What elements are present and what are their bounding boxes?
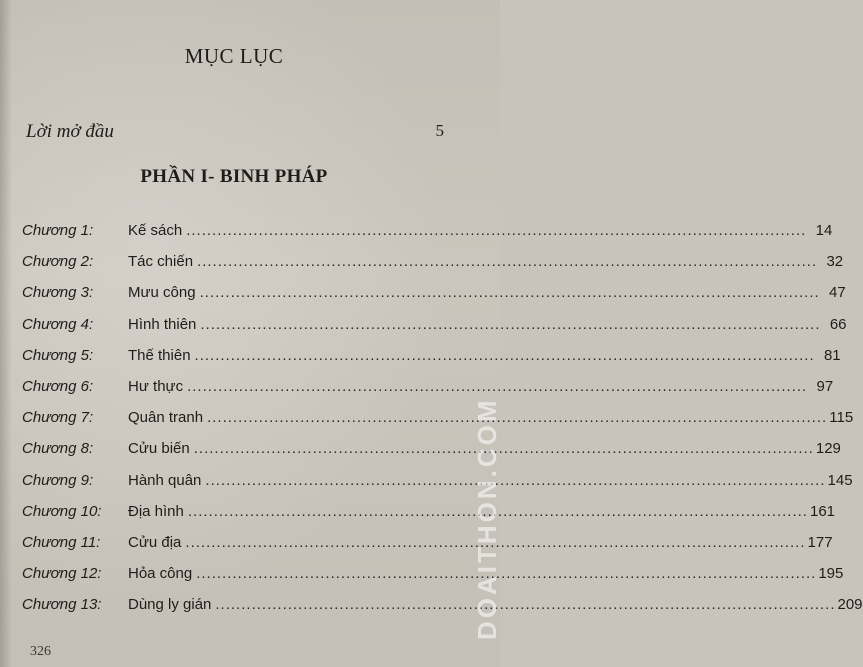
- watermark-text: DOAITHON.COM: [472, 397, 502, 640]
- toc-row[interactable]: [22, 409, 854, 431]
- chapter-title: Hình thiên: [128, 315, 197, 333]
- chapter-page-number: 177: [807, 534, 833, 551]
- chapter-title: Hư thực: [128, 378, 184, 395]
- dot-leader: ........................................................................................................................: [186, 222, 807, 239]
- chapter-title: Tác chiến: [128, 253, 194, 271]
- dot-leader: ........................................................................................................................: [215, 596, 836, 614]
- chapter-page-number: 66: [829, 315, 847, 333]
- page-number: 326: [30, 644, 51, 659]
- toc-row[interactable]: [22, 346, 841, 369]
- dot-leader: ........................................................................................................................: [187, 502, 808, 520]
- chapter-title: Cửu địa: [128, 534, 182, 551]
- dot-leader: ........................................................................................................................: [185, 534, 806, 551]
- toc-row[interactable]: [22, 253, 844, 275]
- toc-row[interactable]: [22, 222, 833, 244]
- chapter-title: Dùng ly gián: [128, 596, 212, 614]
- dot-leader: ........................................................................................................................: [205, 471, 826, 489]
- toc-row[interactable]: [22, 596, 863, 618]
- chapter-label: Chương 1:: [22, 222, 94, 239]
- chapter-page-number: 47: [829, 284, 846, 302]
- dot-leader: ........................................................................................................................: [207, 409, 828, 427]
- chapter-label: Chương 3:: [22, 284, 94, 302]
- intro-page-number: 5: [435, 121, 444, 140]
- chapter-title: Quân tranh: [128, 409, 204, 427]
- toc-row[interactable]: [22, 565, 844, 587]
- chapter-page-number: 81: [823, 346, 841, 364]
- chapter-page-number: 115: [829, 409, 854, 427]
- chapter-label: Chương 12:: [22, 565, 102, 583]
- chapter-label: Chương 7:: [22, 409, 94, 427]
- chapter-title: Hỏa công: [128, 565, 193, 583]
- dot-leader: ........................................................................................................................: [187, 378, 808, 395]
- toc-row[interactable]: [22, 378, 834, 400]
- chapter-page-number: 97: [816, 378, 834, 395]
- watermark: [448, 330, 502, 640]
- chapter-label: Chương 11:: [22, 534, 101, 551]
- toc-title: MỤC LỤC: [184, 44, 284, 68]
- chapter-page-number: 145: [827, 471, 853, 489]
- chapter-title: Mưu công: [128, 284, 196, 302]
- dot-leader: ........................................................................................................................: [196, 565, 817, 583]
- chapter-page-number: 14: [815, 222, 833, 239]
- part-heading: PHẦN I- BINH PHÁP: [140, 166, 328, 187]
- chapter-page-number: 129: [815, 440, 841, 458]
- chapter-label: Chương 4:: [22, 315, 94, 333]
- chapter-page-number: 195: [818, 565, 844, 583]
- chapter-label: Chương 9:: [22, 471, 94, 489]
- chapter-title: Thế thiên: [128, 346, 191, 364]
- toc-row[interactable]: [22, 315, 847, 338]
- chapter-title: Kế sách: [128, 222, 183, 239]
- dot-leader: ........................................................................................................................: [193, 440, 814, 458]
- dot-leader: ........................................................................................................................: [194, 346, 815, 364]
- chapter-label: Chương 8:: [22, 440, 94, 458]
- intro-label: Lời mở đầu: [26, 121, 114, 142]
- chapter-title: Cửu biến: [128, 440, 190, 458]
- toc-row[interactable]: [22, 534, 833, 556]
- chapter-label: Chương 5:: [22, 346, 94, 364]
- dot-leader: ........................................................................................................................: [199, 284, 820, 302]
- toc-row[interactable]: [22, 440, 841, 462]
- chapter-label: Chương 2:: [22, 253, 94, 271]
- toc-row[interactable]: [22, 471, 853, 494]
- chapter-title: Hành quân: [128, 471, 202, 489]
- chapter-label: Chương 13:: [22, 596, 102, 614]
- chapter-label: Chương 10:: [22, 502, 102, 520]
- dot-leader: ........................................................................................................................: [200, 315, 821, 333]
- chapter-page-number: 161: [809, 502, 836, 520]
- toc-row[interactable]: [22, 502, 836, 525]
- toc-row[interactable]: [22, 284, 846, 306]
- chapter-page-number: 32: [826, 253, 844, 271]
- chapter-page-number: 209: [837, 596, 863, 614]
- chapter-title: Địa hình: [128, 502, 184, 520]
- chapter-label: Chương 6:: [22, 378, 94, 395]
- dot-leader: ........................................................................................................................: [197, 253, 818, 271]
